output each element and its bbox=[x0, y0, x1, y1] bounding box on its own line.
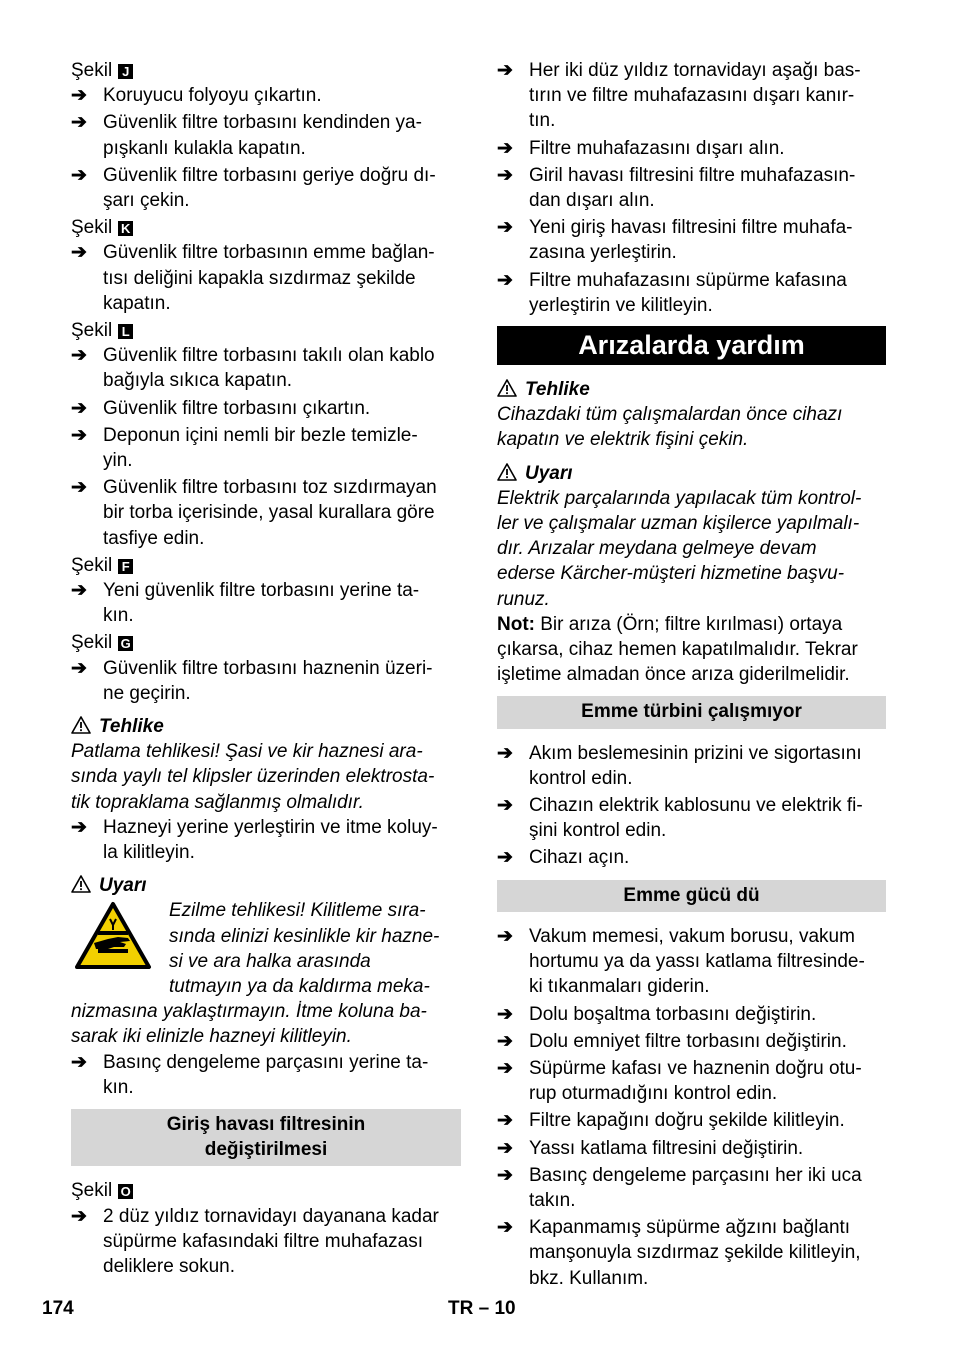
list-item: ➔ Hazneyi yerine yerleştirin ve itme koluy- la kilitleyin. bbox=[71, 816, 438, 864]
warning-triangle-icon bbox=[497, 463, 517, 481]
arrow-icon: ➔ bbox=[497, 1217, 513, 1239]
figure-letter-l: L bbox=[118, 324, 133, 339]
list-item: ➔ Yeni güvenlik filtre torbasını yerine ta- kın. bbox=[71, 580, 420, 627]
right-column bbox=[497, 58, 886, 1293]
danger-heading: Tehlike bbox=[497, 377, 886, 402]
list-item: ➔ Deponun içini nemli bir bezle temizle- yin. bbox=[71, 424, 418, 471]
arrow-icon: ➔ bbox=[71, 816, 87, 838]
danger-text: Cihazdaki tüm çalışmalardan önce cihazı kapatın ve elektrik fişini çekin. bbox=[497, 404, 843, 451]
caution-heading: Uyarı bbox=[497, 461, 886, 486]
caution-heading: Uyarı bbox=[71, 873, 461, 898]
left-column bbox=[71, 58, 461, 1281]
arrow-icon: ➔ bbox=[71, 424, 87, 446]
hand-crush-warning-icon bbox=[74, 901, 152, 971]
chapter-title: Arızalarda yardım bbox=[497, 326, 886, 365]
caution-text: Elektrik parçalarında yapılacak tüm kontrol- ler ve çalışmalar uzman kişilerce yapılmalı- dır. Arızalar meydana gelmeye devam ederse Kärcher-müşteri hizmetine başvu- runuz. bbox=[497, 487, 862, 610]
arrow-icon: ➔ bbox=[71, 477, 87, 499]
list-item: ➔ Vakum memesi, vakum borusu, vakum hortumu ya da yassı katlama filtresinde- ki tıkanmaları giderin. bbox=[497, 925, 865, 998]
arrow-icon: ➔ bbox=[71, 580, 87, 601]
arrow-icon: ➔ bbox=[71, 1205, 87, 1227]
figure-ref-k: Şekil K bbox=[71, 215, 461, 240]
list-item: ➔ Dolu emniyet filtre torbasını değiştirin. bbox=[497, 1029, 886, 1054]
arrow-icon: ➔ bbox=[497, 1003, 513, 1025]
list-item: ➔ Güvenlik filtre torbasını kendinden ya- pışkanlı kulakla kapatın. bbox=[71, 112, 422, 159]
arrow-icon: ➔ bbox=[71, 242, 87, 264]
list-item: ➔ Her iki düz yıldız tornavidayı aşağı bas- tırın ve filtre muhafazasını dışarı kanır- tın. bbox=[497, 60, 861, 132]
list-item: ➔ Dolu boşaltma torbasını değiştirin. bbox=[497, 1002, 886, 1027]
figure-ref-j: Şekil J bbox=[71, 58, 461, 83]
figure-ref-g: Şekil G bbox=[71, 630, 461, 655]
list-item: ➔ Giril havası filtresini filtre muhafazasın- dan dışarı alın. bbox=[497, 164, 856, 212]
arrow-icon: ➔ bbox=[497, 925, 513, 947]
danger-text: Patlama tehlikesi! Şasi ve kir haznesi ara- sında yaylı tel klipsler üzerinden elektrosta- tik topraklama sağlanmış olmalıdır. bbox=[71, 741, 435, 813]
section-heading-turbine: Emme türbini çalışmıyor bbox=[497, 696, 886, 728]
arrow-icon: ➔ bbox=[497, 164, 513, 186]
figure-letter-k: K bbox=[118, 221, 133, 236]
figure-letter-o: O bbox=[118, 1184, 133, 1199]
list-item: ➔ 2 düz yıldız tornavidayı dayanana kadar süpürme kafasındaki filtre muhafazası deliklere sokun. bbox=[71, 1205, 439, 1278]
figure-ref-f: Şekil F bbox=[71, 553, 461, 578]
list-item: ➔ Cihazın elektrik kablosunu ve elektrik fi- şini kontrol edin. bbox=[497, 795, 863, 842]
list-item: ➔ Cihazı açın. bbox=[497, 845, 886, 870]
note-label: Not: bbox=[497, 613, 535, 635]
arrow-icon: ➔ bbox=[71, 1051, 87, 1073]
arrow-icon: ➔ bbox=[497, 1110, 513, 1132]
note-text: Not: Bir arıza (Örn; filtre kırılması) ortaya çıkarsa, cihaz hemen kapatılmalıdır. Tekrar işletime almadan önce arıza giderilmelidir. bbox=[497, 613, 858, 686]
section-heading-suction-power: Emme gücü dü bbox=[497, 880, 886, 912]
arrow-icon: ➔ bbox=[71, 112, 87, 134]
arrow-icon: ➔ bbox=[497, 795, 513, 817]
list-item: ➔ Yeni giriş havası filtresini filtre muhafa- zasına yerleştirin. bbox=[497, 217, 853, 264]
list-item: ➔ Güvenlik filtre torbasını haznenin üzeri- ne geçirin. bbox=[71, 657, 433, 704]
list-item: ➔ Koruyucu folyoyu çıkartın. bbox=[71, 83, 461, 108]
figure-ref-o: Şekil O bbox=[71, 1178, 461, 1203]
arrow-icon: ➔ bbox=[497, 1030, 513, 1052]
page-number: 174 bbox=[42, 1298, 74, 1319]
figure-letter-g: G bbox=[118, 636, 133, 651]
list-item: ➔ Basınç dengeleme parçasını yerine ta- kın. bbox=[71, 1051, 429, 1098]
caution-block bbox=[71, 873, 461, 1049]
arrow-icon: ➔ bbox=[497, 217, 513, 239]
list-item: ➔ Güvenlik filtre torbasını toz sızdırmayan bir torba içerisinde, yasal kurallara göre tasfiye edin. bbox=[71, 477, 437, 549]
list-item: ➔ Süpürme kafası ve haznenin doğru otu- rup oturmadığını kontrol edin. bbox=[497, 1057, 862, 1105]
list-item: ➔ Filtre muhafazasını süpürme kafasına yerleştirin ve kilitleyin. bbox=[497, 269, 847, 316]
list-item: ➔ Filtre muhafazasını dışarı alın. bbox=[497, 136, 886, 161]
warning-triangle-icon bbox=[497, 379, 517, 397]
caution-text: Ezilme tehlikesi! Kilitleme sıra- sında elinizi kesinlikle kir hazne- si ve ara halka arasında tutmayın ya da kaldırma meka- nizmasına yaklaştırmayın. İtme koluna ba- sarak iki elinizle hazneyi kilitleyin. bbox=[71, 900, 440, 1048]
arrow-icon: ➔ bbox=[71, 164, 87, 186]
list-item: ➔ Güvenlik filtre torbasını geriye doğru dı- şarı çekin. bbox=[71, 164, 436, 211]
arrow-icon: ➔ bbox=[497, 1057, 513, 1079]
arrow-icon: ➔ bbox=[71, 345, 87, 367]
arrow-icon: ➔ bbox=[497, 742, 513, 764]
figure-ref-l: Şekil L bbox=[71, 318, 461, 343]
list-item: ➔ Filtre kapağını doğru şekilde kilitleyin. bbox=[497, 1108, 886, 1133]
list-item: ➔ Güvenlik filtre torbasını çıkartın. bbox=[71, 396, 461, 421]
danger-heading: Tehlike bbox=[71, 714, 461, 739]
list-item: ➔ Güvenlik filtre torbasını takılı olan kablo bağıyla sıkıca kapatın. bbox=[71, 345, 435, 392]
arrow-icon: ➔ bbox=[497, 1164, 513, 1186]
section-heading-intake-filter: Giriş havası filtresinin değiştirilmesi bbox=[71, 1109, 461, 1166]
list-item: ➔ Güvenlik filtre torbasının emme bağlan- tısı deliğini kapakla sızdırmaz şekilde kapatın. bbox=[71, 242, 435, 314]
list-item: ➔ Yassı katlama filtresini değiştirin. bbox=[497, 1136, 886, 1161]
arrow-icon: ➔ bbox=[497, 847, 513, 869]
figure-letter-f: F bbox=[118, 559, 133, 574]
list-item: ➔ Kapanmamış süpürme ağzını bağlantı manşonuyla sızdırmaz şekilde kilitleyin, bkz. Kullanım. bbox=[497, 1217, 861, 1289]
arrow-icon: ➔ bbox=[497, 1137, 513, 1159]
footer-section-label: TR – 10 bbox=[448, 1298, 516, 1319]
warning-triangle-icon bbox=[71, 875, 91, 893]
arrow-icon: ➔ bbox=[497, 137, 513, 159]
arrow-icon: ➔ bbox=[497, 269, 513, 291]
arrow-icon: ➔ bbox=[71, 85, 87, 107]
arrow-icon: ➔ bbox=[71, 657, 87, 679]
arrow-icon: ➔ bbox=[71, 397, 87, 419]
warning-triangle-icon bbox=[71, 716, 91, 734]
figure-letter-j: J bbox=[118, 64, 133, 79]
list-item: ➔ Akım beslemesinin prizini ve sigortasını kontrol edin. bbox=[497, 742, 862, 789]
list-item: ➔ Basınç dengeleme parçasını her iki uca takın. bbox=[497, 1164, 862, 1211]
arrow-icon: ➔ bbox=[497, 60, 513, 81]
